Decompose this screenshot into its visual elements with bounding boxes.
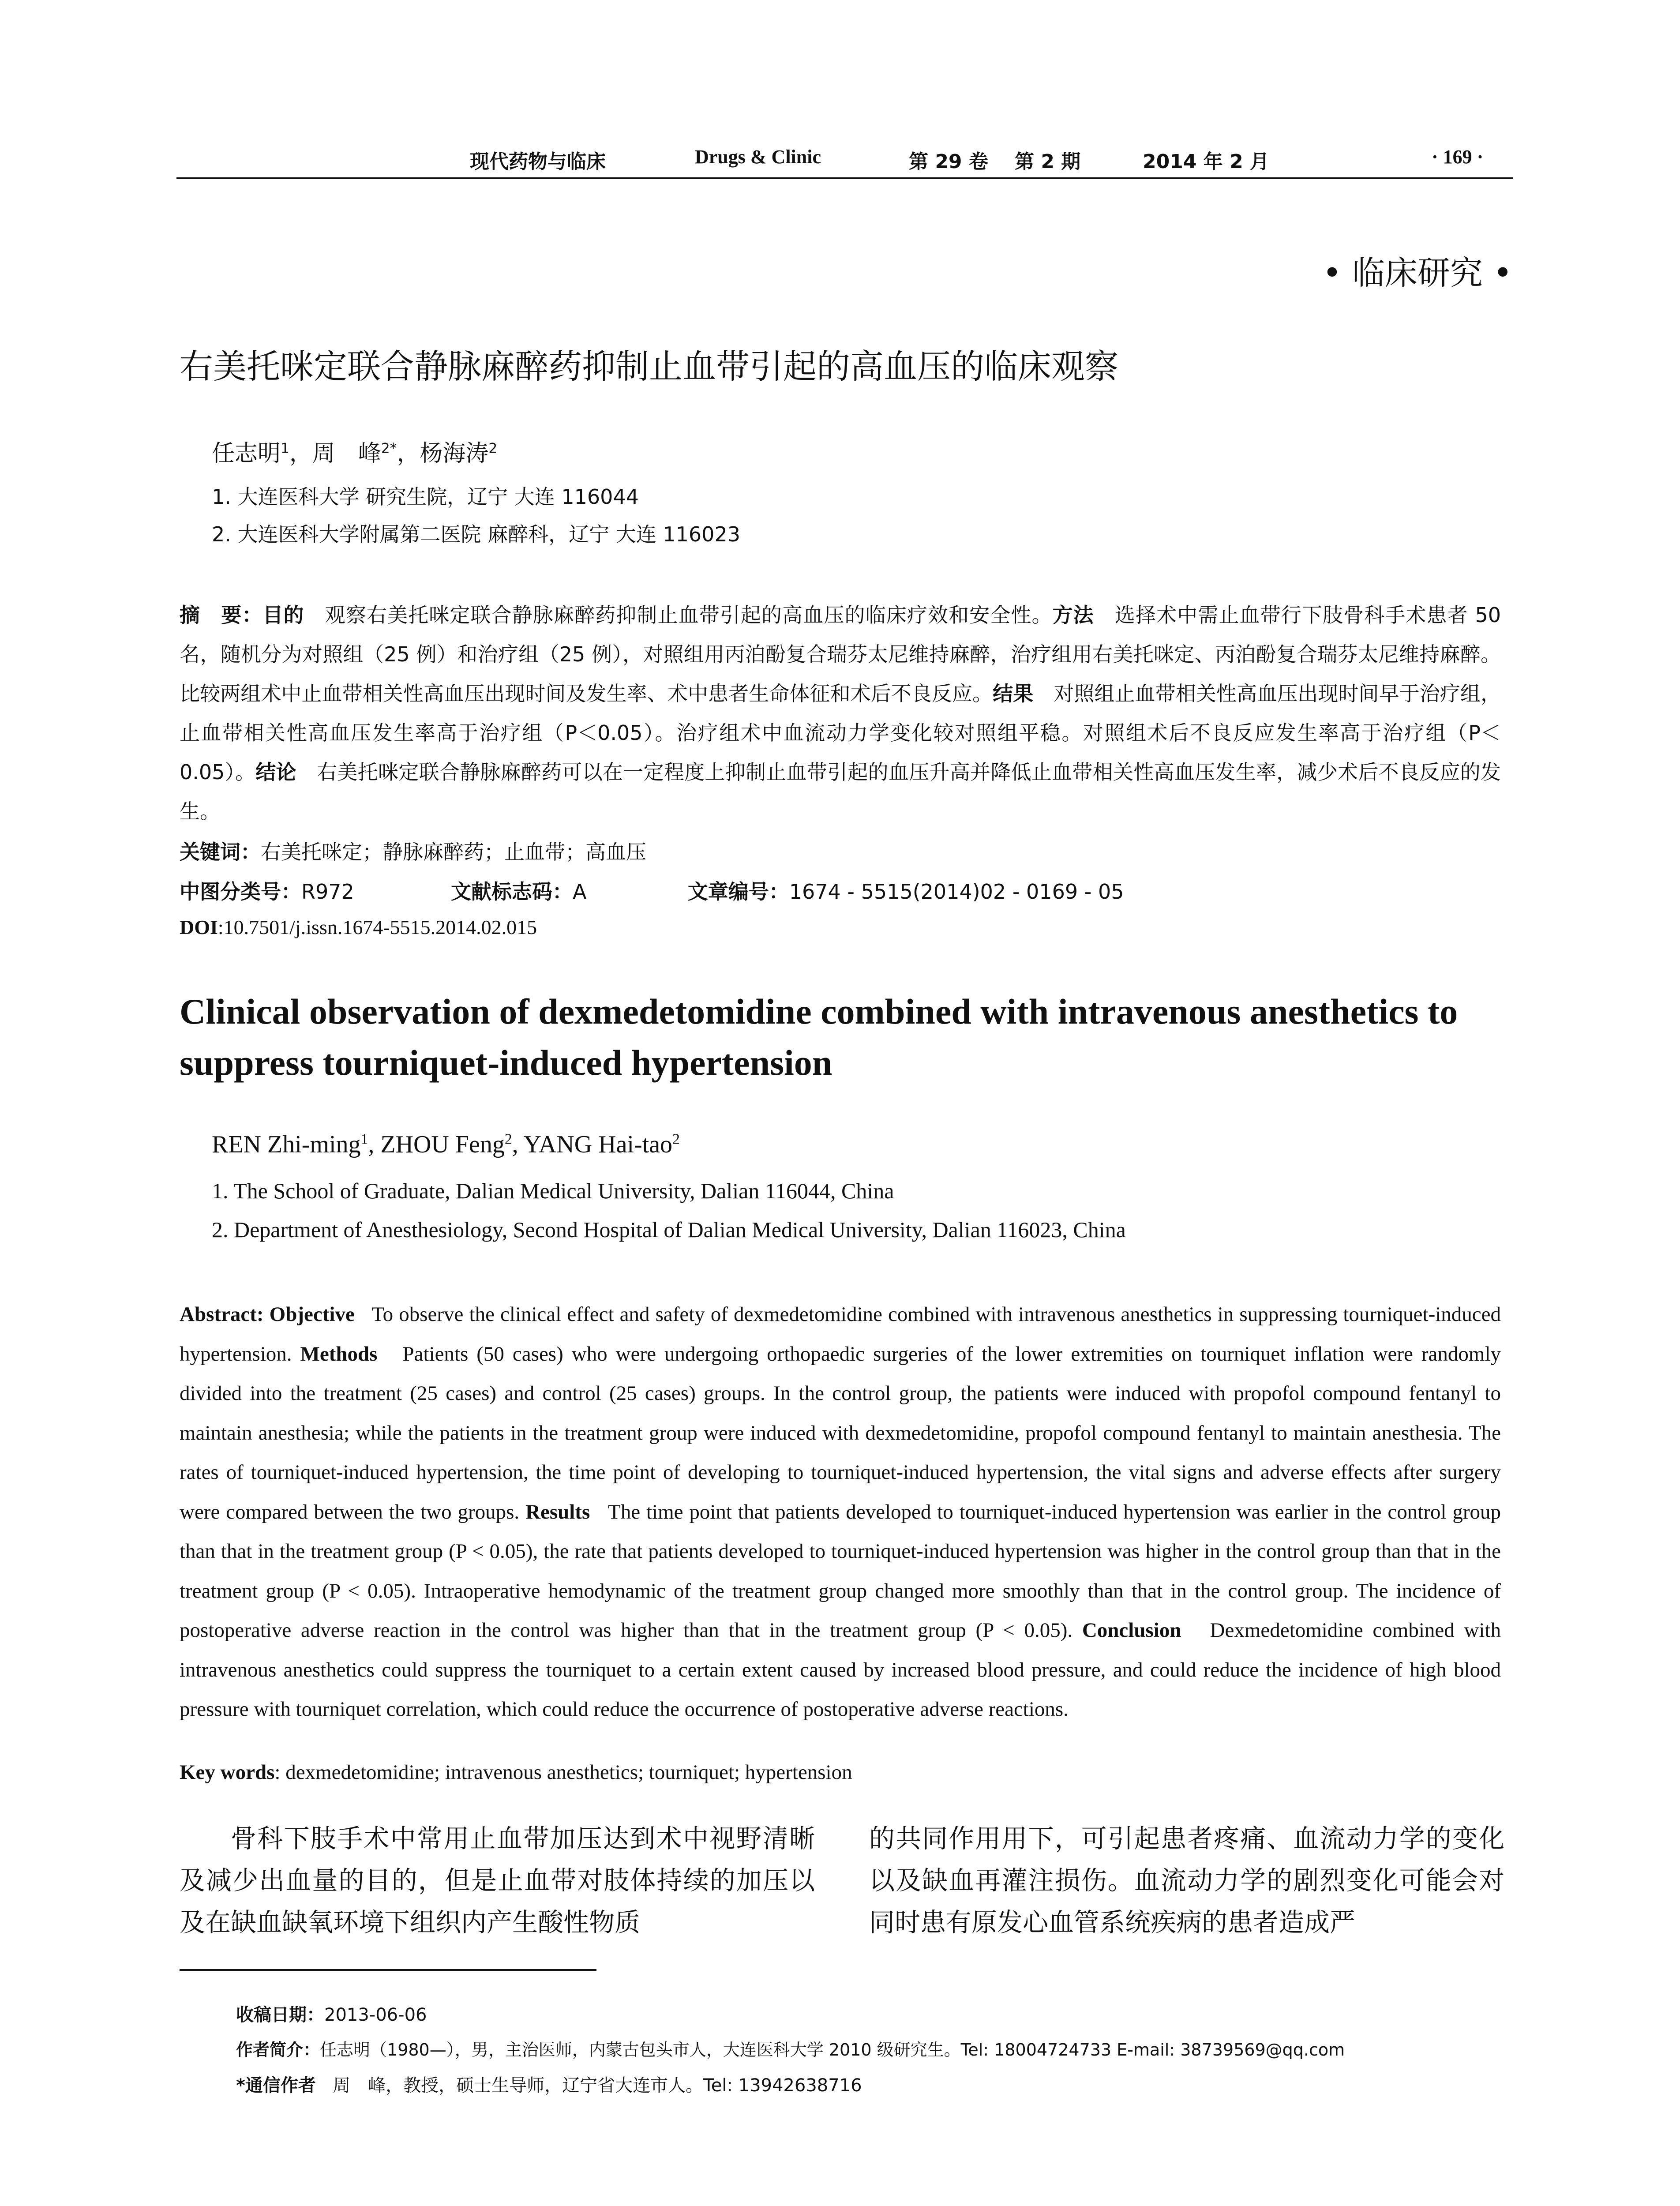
body-column-left: 骨科下肢手术中常用止血带加压达到术中视野清晰及减少出血量的目的，但是止血带对肢体持续的加压以及在缺血缺氧环境下组织内产生酸性物质 bbox=[180, 1823, 815, 1937]
issue-date: 2014 年 2 月 bbox=[1143, 150, 1270, 173]
objective-label: 目的 bbox=[262, 603, 304, 627]
conclusion-text: Dexmedetomidine combined with intravenous anesthetics could suppress the tourniquet to a certain extent caused by increased blood pressure, and could reduce the incidence of high blood pressure with tourniquet correlation, which could reduce the occurrence of postoperative adverse reactions. bbox=[180, 1619, 1501, 1721]
methods-label: Methods bbox=[300, 1342, 378, 1366]
article-number-label: 文章编号： bbox=[687, 880, 789, 904]
conclusion-text: 右美托咪定联合静脉麻醉药可以在一定程度上抑制止血带引起的血压升高并降低止血带相关性高血压发生率，减少术后不良反应的发生。 bbox=[180, 760, 1501, 823]
header-rule bbox=[176, 177, 1513, 179]
methods-label: 方法 bbox=[1052, 603, 1094, 627]
author-name: 周 峰 bbox=[312, 440, 381, 467]
doc-code-label: 文献标志码： bbox=[451, 880, 573, 904]
footnote-received bbox=[236, 2001, 427, 2026]
author-name: 任志明 bbox=[212, 440, 281, 467]
objective-text: To observe the clinical effect and safety of dexmedetomidine combined with intravenous anesthetics in suppressing tourniquet-induced hypertension. bbox=[180, 1303, 1501, 1366]
chinese-abstract bbox=[180, 596, 1501, 831]
objective-text: 观察右美托咪定联合静脉麻醉药抑制止血带引起的高血压的临床疗效和安全性。 bbox=[325, 603, 1053, 627]
section-label: • 临床研究 • bbox=[1322, 254, 1512, 292]
author-affiliation-mark: 2* bbox=[381, 440, 397, 457]
author-name: REN Zhi-ming bbox=[212, 1131, 361, 1158]
footnote-author-bio bbox=[236, 2036, 1345, 2060]
chinese-keywords bbox=[180, 836, 646, 865]
abstract-label: 摘 要： bbox=[180, 603, 263, 627]
doi-line bbox=[180, 915, 537, 939]
classification-line bbox=[180, 876, 1124, 905]
author-separator: , bbox=[368, 1131, 381, 1158]
english-affiliation: 1. The School of Graduate, Dalian Medical University, Dalian 116044, China bbox=[212, 1178, 894, 1203]
author-affiliation-mark: 1 bbox=[281, 440, 289, 457]
clc-label: 中图分类号： bbox=[180, 880, 301, 904]
doc-code-value: A bbox=[573, 880, 587, 904]
article-number-value: 1674 - 5515(2014)02 - 0169 - 05 bbox=[789, 880, 1124, 904]
received-date: 2013-06-06 bbox=[324, 2005, 427, 2025]
keywords-label: Key words bbox=[180, 1761, 275, 1784]
conclusion-label: 结论 bbox=[255, 760, 296, 784]
results-label: 结果 bbox=[993, 682, 1034, 705]
objective-label: Objective bbox=[269, 1303, 355, 1326]
results-text: 对照组止血带相关性高血压出现时间早于治疗组，止血带相关性高血压发生率高于治疗组（P＜0.05）。治疗组术中血流动力学变化较对照组平稳。对照组术后不良反应发生率高于治疗组（P＜0.05）。 bbox=[180, 682, 1501, 784]
author-name: ZHOU Feng bbox=[380, 1131, 505, 1158]
results-label: Results bbox=[525, 1500, 590, 1523]
footnote-rule bbox=[180, 1969, 596, 1971]
author-separator: ， bbox=[289, 440, 312, 467]
chinese-authors bbox=[212, 435, 497, 468]
clc-value: R972 bbox=[301, 880, 354, 904]
english-affiliation: 2. Department of Anesthesiology, Second Hospital of Dalian Medical University, Dalian 116023, China bbox=[212, 1217, 1126, 1242]
keywords-label: 关键词： bbox=[180, 840, 261, 864]
doi-value: :10.7501/j.issn.1674-5515.2014.02.015 bbox=[218, 916, 537, 938]
chinese-affiliation: 2. 大连医科大学附属第二医院 麻醉科，辽宁 大连 116023 bbox=[212, 522, 740, 546]
methods-text: 选择术中需止血带行下肢骨科手术患者 50 名，随机分为对照组（25 例）和治疗组（25 例），对照组用丙泊酚复合瑞芬太尼维持麻醉，治疗组用右美托咪定、丙泊酚复合瑞芬太尼维持麻醉。比较两组术中止血带相关性高血压出现时间及发生率、术中患者生命体征和术后不良反应。 bbox=[180, 603, 1501, 705]
bio-label: 作者简介： bbox=[236, 2040, 320, 2060]
chinese-title: 右美托咪定联合静脉麻醉药抑制止血带引起的高血压的临床观察 bbox=[180, 347, 1118, 386]
author-affiliation-mark: 2 bbox=[488, 440, 498, 457]
english-title: Clinical observation of dexmedetomidine combined with intravenous anesthetics to suppress tourniquet-induced hypertension bbox=[180, 991, 1458, 1083]
author-name: YANG Hai-tao bbox=[523, 1131, 673, 1158]
results-text: The time point that patients developed to tourniquet-induced hypertension was earlier in the control group than that in the treatment group (P < 0.05), the rate that patients developed to tourniquet-induced hypertension was higher in the control group than that in the treatment group (P < 0.05). Intraoperative hemodynamic of the treatment group changed more smoothly than that in the control group. The incidence of postoperative adverse reaction in the control was higher than that in the treatment group (P < 0.05). bbox=[180, 1500, 1501, 1642]
english-abstract bbox=[180, 1295, 1501, 1730]
conclusion-label: Conclusion bbox=[1082, 1619, 1181, 1642]
author-separator: , bbox=[512, 1131, 524, 1158]
footnote-corresponding-author bbox=[236, 2071, 862, 2097]
abstract-label: Abstract: bbox=[180, 1303, 264, 1326]
volume: 第 29 卷 bbox=[909, 150, 988, 173]
english-authors bbox=[212, 1130, 680, 1159]
keywords-text: : dexmedetomidine; intravenous anesthetics; tourniquet; hypertension bbox=[274, 1761, 852, 1784]
page-number: · 169 · bbox=[1432, 146, 1484, 168]
running-header bbox=[176, 146, 1513, 176]
author-affiliation-mark: 2 bbox=[672, 1131, 680, 1148]
methods-text: Patients (50 cases) who were undergoing orthopaedic surgeries of the lower extremities on tourniquet inflation were randomly divided into the treatment (25 cases) and control (25 cases) groups. In the control group, the patients were induced with propofol compound fentanyl to maintain anesthesia; while the patients in the treatment group were induced with dexmedetomidine, propofol compound fentanyl to maintain anesthesia. The rates of tourniquet-induced hypertension, the time point of developing to tourniquet-induced hypertension, the vital signs and adverse effects after surgery were compared between the two groups. bbox=[180, 1342, 1501, 1523]
corresponding-text: 周 峰，教授，硕士生导师，辽宁省大连市人。Tel: 13942638716 bbox=[333, 2075, 862, 2096]
author-affiliation-mark: 1 bbox=[360, 1131, 368, 1148]
doi-label: DOI bbox=[180, 916, 218, 938]
corresponding-label: *通信作者 bbox=[236, 2075, 316, 2096]
bio-text: 任志明（1980—），男，主治医师，内蒙古包头市人，大连医科大学 2010 级研究生。Tel: 18004724733 E-mail: 38739569@qq.com bbox=[320, 2040, 1345, 2060]
body-column-right: 的共同作用用下，可引起患者疼痛、血流动力学的变化以及缺血再灌注损伤。血流动力学的剧烈变化可能会对同时患有原发心血管系统疾病的患者造成严 bbox=[869, 1823, 1504, 1937]
keywords-text: 右美托咪定；静脉麻醉药；止血带；高血压 bbox=[261, 840, 646, 864]
received-label: 收稿日期： bbox=[236, 2005, 324, 2025]
issue: 第 2 期 bbox=[1015, 150, 1081, 173]
english-keywords bbox=[180, 1760, 852, 1784]
chinese-affiliation: 1. 大连医科大学 研究生院，辽宁 大连 116044 bbox=[212, 485, 639, 509]
author-separator: ， bbox=[397, 440, 420, 467]
author-name: 杨海涛 bbox=[420, 440, 489, 467]
author-affiliation-mark: 2 bbox=[504, 1131, 512, 1148]
journal-name-cn: 现代药物与临床 bbox=[470, 150, 606, 173]
journal-name-en: Drugs & Clinic bbox=[695, 146, 821, 168]
